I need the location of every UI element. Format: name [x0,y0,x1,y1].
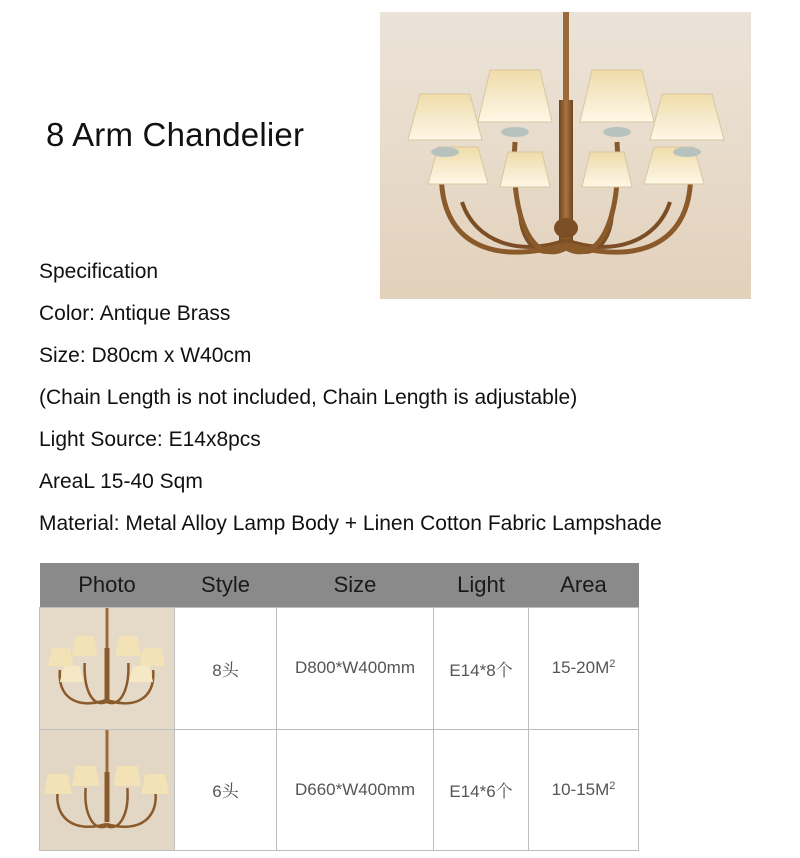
table-row [40,729,639,851]
row-light: E14*6个 [434,729,529,851]
row-area [529,729,639,851]
row-style: 8头 [175,608,277,730]
row-area-sup: 2 [609,779,616,792]
row-area-value: 15-20M [551,658,610,678]
spec-light-source: Light Source: E14x8pcs [39,428,261,451]
row-area-value: 10-15M [551,779,610,799]
product-table [39,563,639,851]
spec-area: AreaL 15-40 Sqm [39,470,203,493]
row-style: 6头 [175,729,277,851]
header-light: Light [434,563,529,608]
row-light: E14*8个 [434,608,529,730]
spec-color: Color: Antique Brass [39,302,231,325]
spec-heading: Specification [39,260,159,283]
spec-size: Size: D80cm x W40cm [39,344,252,367]
row-area [529,608,639,730]
spec-chain-note: (Chain Length is not included, Chain Length is adjustable) [39,386,578,409]
row-photo-8-arm-icon [40,608,175,730]
table-header-row [40,563,639,608]
header-size: Size [277,563,434,608]
header-area: Area [529,563,639,608]
spec-material: Material: Metal Alloy Lamp Body + Linen Cotton Fabric Lampshade [39,512,662,535]
row-area-sup: 2 [609,658,616,671]
page-title: 8 Arm Chandelier [46,116,305,153]
table-row [40,608,639,730]
header-photo: Photo [40,563,175,608]
header-style: Style [175,563,277,608]
specification-block [39,251,662,545]
row-photo-6-arm-icon [40,729,175,851]
row-size: D660*W400mm [277,729,434,851]
row-size: D800*W400mm [277,608,434,730]
